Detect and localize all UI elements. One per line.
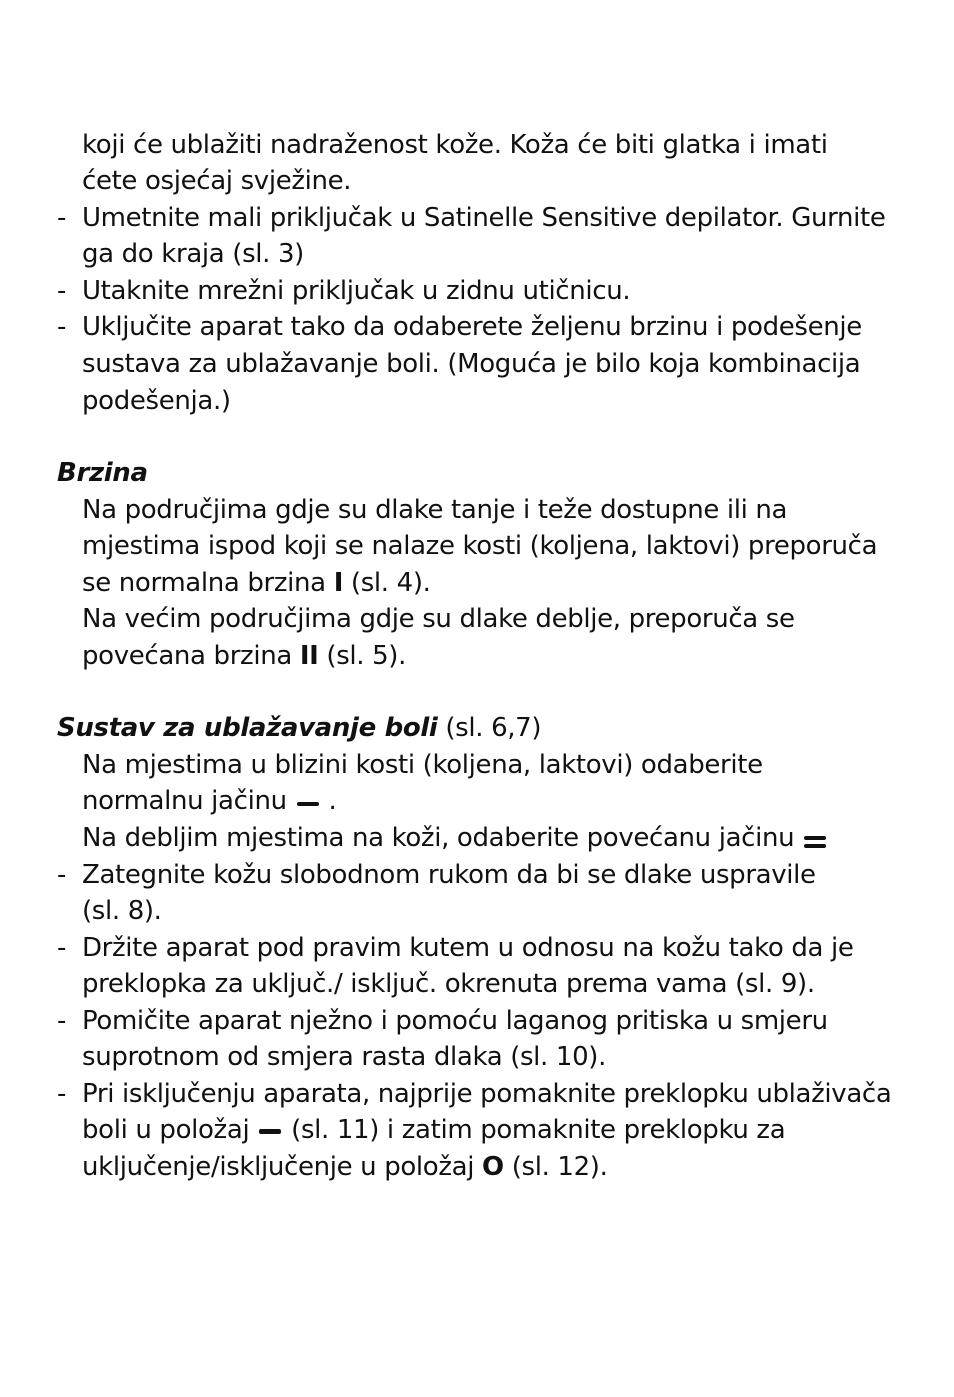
off-position-symbol: O xyxy=(482,1152,504,1182)
speed-two-symbol: II xyxy=(299,641,319,671)
bullet-dash: - xyxy=(57,860,67,890)
single-dash-symbol-icon xyxy=(295,783,321,820)
bullet-text: Zategnite kožu slobodnom rukom da bi se dlake uspravile xyxy=(82,860,816,890)
single-dash-symbol-icon xyxy=(257,1112,283,1149)
paragraph-line: se normalna brzina I (sl. 4). xyxy=(82,568,431,598)
bullet-dash: - xyxy=(57,203,67,233)
bullet-dash: - xyxy=(57,312,67,342)
section-heading-brzina: Brzina xyxy=(57,458,148,488)
bullet-text: podešenja.) xyxy=(82,386,231,416)
speed-one-symbol: I xyxy=(333,568,344,598)
paragraph-line: Na većim područjima gdje su dlake deblje, preporuča se xyxy=(82,604,795,634)
text-line: ćete osjećaj svježine. xyxy=(82,166,352,196)
bullet-text: Držite aparat pod pravim kutem u odnosu na kožu tako da je xyxy=(82,933,854,963)
text-line: koji će ublažiti nadraženost kože. Koža će biti glatka i imati xyxy=(82,130,828,160)
bullet-text: (sl. 8). xyxy=(82,896,162,926)
double-dash-symbol-icon xyxy=(802,820,828,857)
paragraph-line: Na debljim mjestima na koži, odaberite povećanu jačinu xyxy=(82,820,828,857)
paragraph-line: Na mjestima u blizini kosti (koljena, laktovi) odaberite xyxy=(82,750,763,780)
bullet-text: Pri isključenju aparata, najprije pomaknite preklopku ublaživača xyxy=(82,1079,892,1109)
bullet-text: uključenje/isključenje u položaj O (sl. 12). xyxy=(82,1152,608,1182)
bullet-text: preklopka za uključ./ isključ. okrenuta prema vama (sl. 9). xyxy=(82,969,815,999)
bullet-text: Uključite aparat tako da odaberete željenu brzinu i podešenje xyxy=(82,312,862,342)
bullet-dash: - xyxy=(57,1006,67,1036)
section-heading-sustav: Sustav za ublažavanje boli (sl. 6,7) xyxy=(57,713,542,743)
paragraph-line: mjestima ispod koji se nalaze kosti (koljena, laktovi) preporuča xyxy=(82,531,878,561)
bullet-text: Umetnite mali priključak u Satinelle Sensitive depilator. Gurnite xyxy=(82,203,886,233)
bullet-text: boli u položaj (sl. 11) i zatim pomaknite preklopku za xyxy=(82,1112,785,1149)
paragraph-line: Na područjima gdje su dlake tanje i teže dostupne ili na xyxy=(82,495,788,525)
bullet-text: sustava za ublažavanje boli. (Moguća je bilo koja kombinacija xyxy=(82,349,861,379)
bullet-dash: - xyxy=(57,933,67,963)
bullet-text: Pomičite aparat nježno i pomoću laganog pritiska u smjeru xyxy=(82,1006,828,1036)
bullet-text: Utaknite mrežni priključak u zidnu utičnicu. xyxy=(82,276,631,306)
paragraph-line: normalnu jačinu . xyxy=(82,783,336,820)
bullet-text: ga do kraja (sl. 3) xyxy=(82,239,304,269)
bullet-dash: - xyxy=(57,1079,67,1109)
paragraph-line: povećana brzina II (sl. 5). xyxy=(82,641,407,671)
bullet-text: suprotnom od smjera rasta dlaka (sl. 10). xyxy=(82,1042,606,1072)
bullet-dash: - xyxy=(57,276,67,306)
